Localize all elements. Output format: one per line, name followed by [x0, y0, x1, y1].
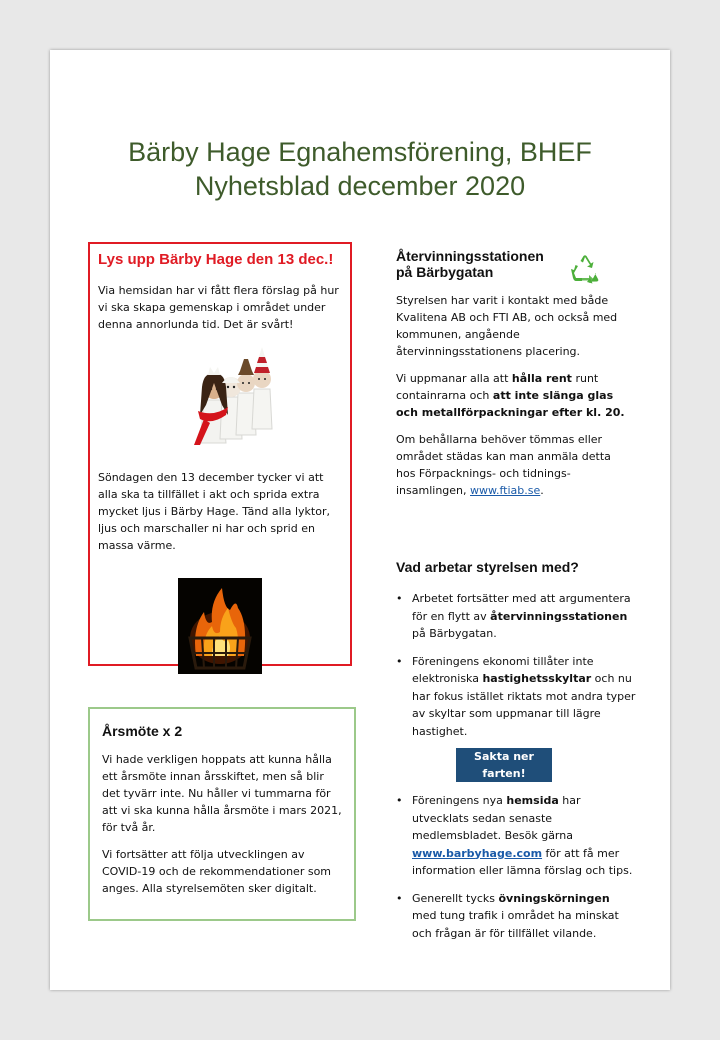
recycling-p2-bold-b: hålla rent [511, 372, 572, 385]
meeting-paragraph-2: Vi fortsätter att följa utvecklingen av COVID-19 och de rekommendationer som anges. Alla styrelsemöten sker digitalt. [102, 848, 332, 895]
barbyhage-link[interactable]: www.barbyhage.com [412, 846, 543, 860]
bullet-2-text-c: och nu har fokus istället riktats mot andra typer av skyltar som uppmanar till lägre hastighet. [412, 672, 636, 738]
newsletter-page [50, 50, 670, 990]
bullet-4-text-c: med tung trafik i området ha minskat och frågan är för tillfället vilande. [412, 909, 619, 940]
recycling-heading-line-2: på Bärbygatan [396, 264, 494, 280]
board-heading: Vad arbetar styrelsen med? [396, 559, 579, 575]
bullet-1-text-c: på Bärbygatan. [412, 627, 497, 640]
bullet-3-text-d: för att få mer information eller lämna förslag och tips. [412, 846, 633, 877]
recycling-section [396, 248, 628, 499]
bullet-4-bold: övningskörningen [498, 891, 610, 905]
meeting-heading: Årsmöte x 2 [102, 723, 183, 739]
board-bullet-2 [396, 653, 636, 741]
recycling-p2-bold-d: att inte slänga glas och metallförpackningar efter kl. 20. [396, 389, 625, 419]
recycling-p3-text-b: . [540, 484, 544, 497]
recycling-paragraph-1: Styrelsen har varit i kontakt med både Kvalitena AB och FTI AB, och också med kommunen, angående återvinningsstationens placering. [396, 294, 618, 358]
bullet-3-text-a: Föreningens nya [412, 794, 507, 807]
bullet-3-text-c: har utvecklats sedan senaste medlemsbladet. Besök gärna [412, 794, 581, 842]
recycling-heading-line-1: Återvinningsstationen [396, 248, 544, 264]
bullet-3-bold: hemsida [506, 794, 559, 807]
recycling-p3-text-a: Om behållarna behöver tömmas eller området städas kan man anmäla detta hos Förpacknings- och tidnings-insamlingen, [396, 433, 611, 497]
recycling-p2-text-c: runt containrarna och [396, 372, 599, 402]
board-bullet-list [396, 590, 636, 740]
annual-meeting-box [88, 707, 356, 921]
board-bullet-4 [396, 890, 636, 943]
lights-paragraph-1: Via hemsidan har vi fått flera förslag på hur vi ska skapa gemenskap i området under denna annorlunda tid. Det är svårt! [98, 284, 339, 331]
recycling-paragraph-2 [396, 370, 628, 421]
board-bullet-list-2 [396, 792, 636, 942]
board-section [396, 558, 636, 952]
bullet-2-text-a: Föreningens ekonomi tillåter inte elektroniska [412, 654, 594, 685]
lights-box [88, 242, 352, 666]
lights-heading: Lys upp Bärby Hage den 13 dec.! [98, 251, 334, 268]
board-bullet-1 [396, 590, 636, 643]
bullet-4-text-a: Generellt tycks [412, 891, 499, 905]
ftiab-link[interactable]: www.ftiab.se [470, 484, 541, 497]
fire-basket-image [178, 578, 262, 674]
lights-paragraph-2: Söndagen den 13 december tycker vi att alla ska ta tillfället i akt och sprida extra mycket ljus i Bärby Hage. Tänd alla lyktor, ljus och marschaller ni har och sprid en massa värme. [98, 471, 330, 552]
lucia-figurines-image [164, 345, 284, 451]
slow-down-sign: Sakta ner farten! [456, 748, 552, 782]
recycling-paragraph-3 [396, 431, 628, 499]
recycle-icon [570, 254, 600, 284]
recycling-p2-text-a: Vi uppmanar alla att [396, 372, 512, 385]
bullet-1-text-a: Arbetet fortsätter med att argumentera för en flytt av [412, 592, 631, 623]
title-line-2: Nyhetsblad december 2020 [194, 171, 526, 201]
meeting-paragraph-1: Vi hade verkligen hoppats att kunna hålla ett årsmöte innan årsskiftet, men så blir det tyvärr inte. Nu håller vi tummarna för att vi ska kunna hålla årsmöte i mars 2021, för två år. [102, 753, 342, 834]
bullet-1-bold: återvinningsstationen [490, 609, 628, 623]
board-bullet-3 [396, 792, 636, 880]
bullet-2-bold: hastighetsskyltar [482, 672, 592, 685]
page-title [50, 135, 670, 203]
title-line-1: Bärby Hage Egnahemsförening, BHEF [128, 137, 592, 167]
